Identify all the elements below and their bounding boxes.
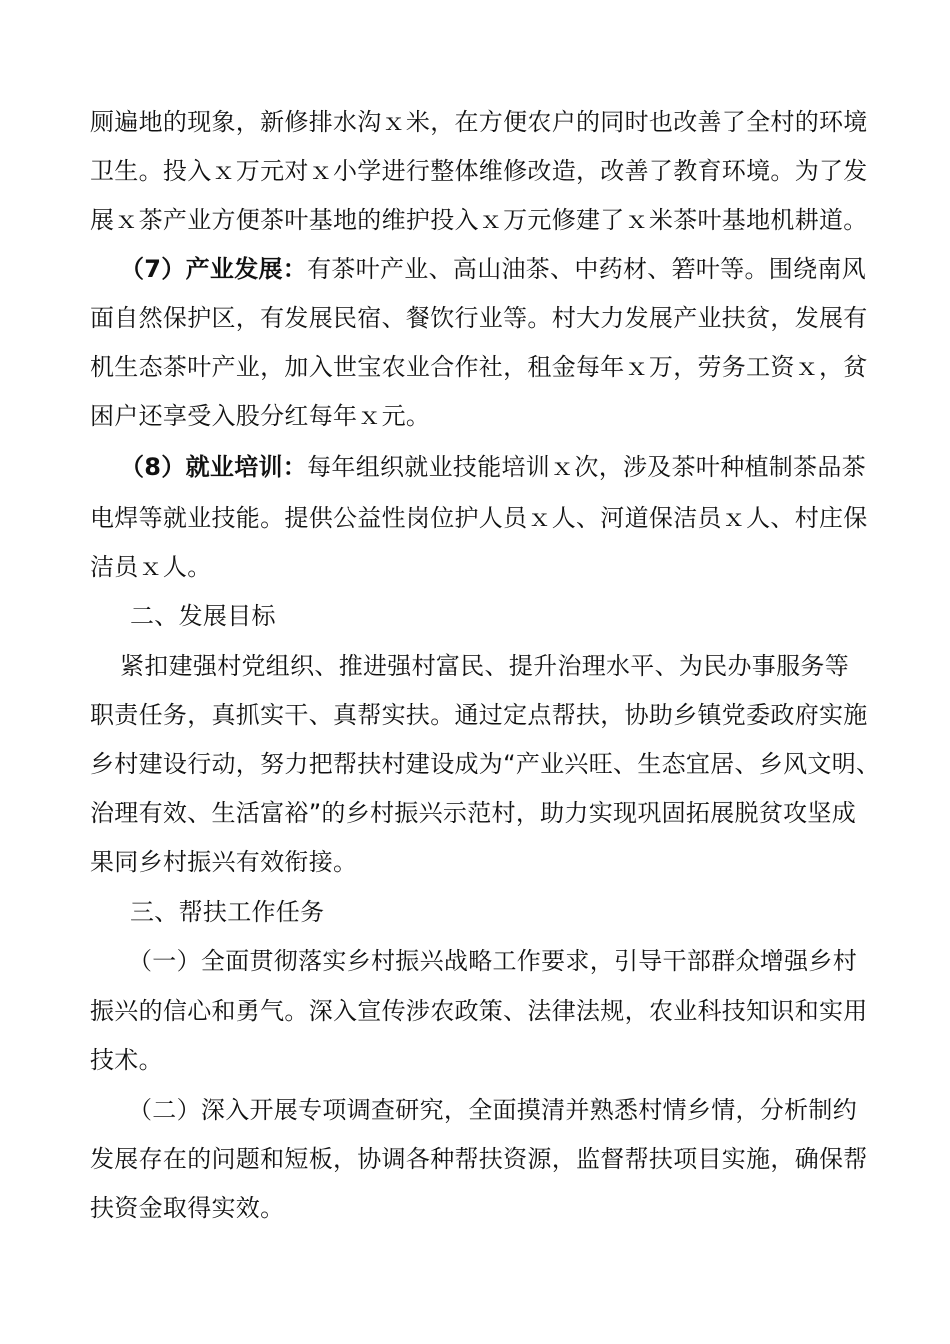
line-text: 治理有效、生活富裕”的乡村振兴示范村，助力实现巩固拓展脱贫攻坚成 <box>90 799 857 827</box>
line-text: 有茶叶产业、高山油茶、中药材、箬叶等。围绕南风 <box>307 255 867 283</box>
line-text: 技术。 <box>90 1046 163 1074</box>
line-text: 每年组织就业技能培训ｘ次，涉及茶叶种植制茶品茶 <box>307 453 867 481</box>
line-text: 扶资金取得实效。 <box>90 1194 285 1222</box>
line-text: 困户还享受入股分红每年ｘ元。 <box>90 402 431 430</box>
text-line <box>90 1144 868 1174</box>
text-line <box>90 700 868 730</box>
line-text: 面自然保护区，有发展民宿、餐饮行业等。村大力发展产业扶贫，发展有 <box>90 304 868 332</box>
text-line <box>90 996 868 1026</box>
line-text: 展ｘ茶产业方便茶叶基地的维护投入ｘ万元修建了ｘ米茶叶基地机耕道。 <box>90 206 868 234</box>
line-text: （一）全面贯彻落实乡村振兴战略工作要求，引导干部群众增强乡村 <box>128 947 857 975</box>
line-text: 紧扣建强村党组织、推进强村富民、提升治理水平、为民办事服务等 <box>120 652 849 680</box>
line-text: 振兴的信心和勇气。深入宣传涉农政策、法律法规，农业科技知识和实用 <box>90 997 868 1025</box>
section-heading: （8）就业培训： <box>120 453 308 481</box>
heading-line <box>130 601 276 631</box>
text-line <box>90 1193 284 1223</box>
paragraph-line <box>128 946 857 976</box>
text-line <box>90 107 868 137</box>
section-heading: 二、发展目标 <box>130 602 276 630</box>
line-text: 果同乡村振兴有效衔接。 <box>90 848 358 876</box>
line-text: 卫生。投入ｘ万元对ｘ小学进行整体维修改造，改善了教育环境。为了发 <box>90 157 868 185</box>
text-line <box>90 1045 163 1075</box>
text-line <box>90 205 868 235</box>
text-line <box>90 749 880 779</box>
text-line <box>90 303 868 333</box>
line-text: （二）深入开展专项调查研究，全面摸清并熟悉村情乡情，分析制约 <box>128 1096 857 1124</box>
paragraph-line <box>128 1095 857 1125</box>
heading-line <box>130 897 324 927</box>
paragraph-line <box>120 651 849 681</box>
text-line <box>90 798 856 828</box>
line-text: 职责任务，真抓实干、真帮实扶。通过定点帮扶，协助乡镇党委政府实施 <box>90 701 868 729</box>
text-line <box>90 503 868 533</box>
line-text: 电焊等就业技能。提供公益性岗位护人员ｘ人、河道保洁员ｘ人、村庄保 <box>90 504 868 532</box>
paragraph-line <box>120 452 866 482</box>
line-text: 厕遍地的现象，新修排水沟ｘ米，在方便农户的同时也改善了全村的环境 <box>90 108 868 136</box>
paragraph-line <box>120 254 866 284</box>
line-text: 洁员ｘ人。 <box>90 553 212 581</box>
line-text: 乡村建设行动，努力把帮扶村建设成为“产业兴旺、生态宜居、乡风文明、 <box>90 750 881 778</box>
text-line <box>90 156 868 186</box>
section-heading: 三、帮扶工作任务 <box>130 898 325 926</box>
line-text: 发展存在的问题和短板，协调各种帮扶资源，监督帮扶项目实施，确保帮 <box>90 1145 868 1173</box>
section-heading: （7）产业发展： <box>120 255 308 283</box>
text-line <box>90 352 868 382</box>
text-line <box>90 552 212 582</box>
line-text: 机生态茶叶产业，加入世宝农业合作社，租金每年ｘ万，劳务工资ｘ，贫 <box>90 353 868 381</box>
text-line <box>90 847 357 877</box>
text-line <box>90 401 430 431</box>
